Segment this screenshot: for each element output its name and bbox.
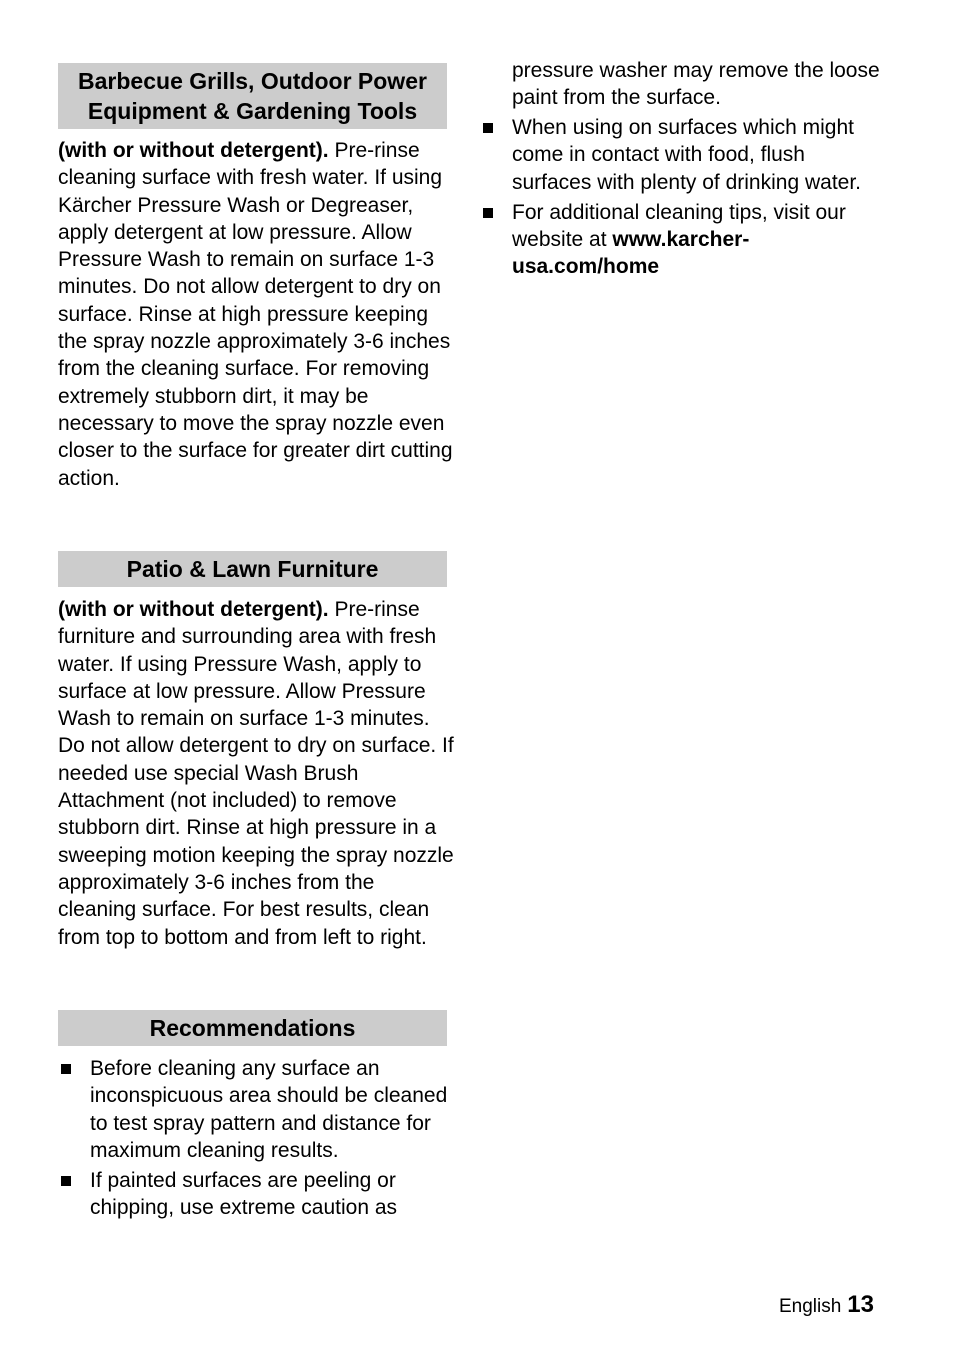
heading-text: Barbecue Grills, Outdoor Power Equipment & Gardening Tools: [78, 68, 427, 124]
paragraph-lead: (with or without detergent).: [58, 598, 329, 621]
section-heading-bbq: [58, 63, 447, 129]
square-bullet-icon: [483, 123, 493, 133]
paragraph-lead: (with or without detergent).: [58, 139, 329, 162]
heading-text: Recommendations: [149, 1015, 356, 1041]
paragraph-bbq: [58, 137, 454, 492]
list-item-text: If painted surfaces are peeling or chipping, use extreme caution as: [90, 1169, 398, 1220]
recommendations-list: [58, 1055, 454, 1225]
list-item: [480, 114, 880, 196]
square-bullet-icon: [61, 1064, 71, 1074]
footer-language: English: [778, 1296, 842, 1317]
continued-text: pressure washer may remove the loose paint from the surface.: [512, 59, 880, 110]
recommendations-list-continued: [480, 114, 880, 284]
list-item: [58, 1055, 454, 1164]
paragraph-patio: [58, 596, 454, 951]
square-bullet-icon: [61, 1176, 71, 1186]
list-item-text: When using on surfaces which might come in contact with food, flush surfaces with plenty of drinking water.: [512, 116, 862, 194]
list-item: [58, 1167, 454, 1222]
paragraph-body: Pre-rinse cleaning surface with fresh water. If using Kärcher Pressure Wash or Degreaser, apply detergent at low pressure. Allow Pressure Wash to remain on surface 1-3 minutes. Do not allow detergent to dry on surface. Rinse at high pressure keeping the spray nozzle approximately 3-6 inches from the cleaning surface. For removing extremely stubborn dirt, it may be necessary to move the spray nozzle even closer to the surface for greater dirt cutting action.: [58, 139, 453, 490]
list-item-text: Before cleaning any surface an inconspicuous area should be cleaned to test spray pattern and distance for maximum cleaning results.: [90, 1057, 448, 1162]
section-heading-recommendations: [58, 1010, 447, 1046]
square-bullet-icon: [483, 208, 493, 218]
section-heading-patio: [58, 551, 447, 587]
list-item: [480, 199, 880, 281]
list-item-text: For additional cleaning tips, visit our website at: [512, 200, 846, 252]
page-footer: [779, 1290, 874, 1322]
paragraph-body: Pre-rinse furniture and surrounding area with fresh water. If using Pressure Wash, apply to surface at low pressure. Allow Pressure Wash to remain on surface 1-3 minutes. Do not allow detergent to dry on surface. If needed use special Wash Brush Attachment (not included) to remove stubborn dirt. Rinse at high pressure in a sweeping motion keeping the spray nozzle approximately 3-6 inches from the cleaning surface. For best results, clean from top to bottom and from left to right.: [58, 598, 454, 949]
heading-text: Patio & Lawn Furniture: [126, 556, 379, 582]
page-number: 13: [847, 1291, 874, 1318]
website-link[interactable]: www.karcher-usa.com/home: [512, 228, 750, 279]
